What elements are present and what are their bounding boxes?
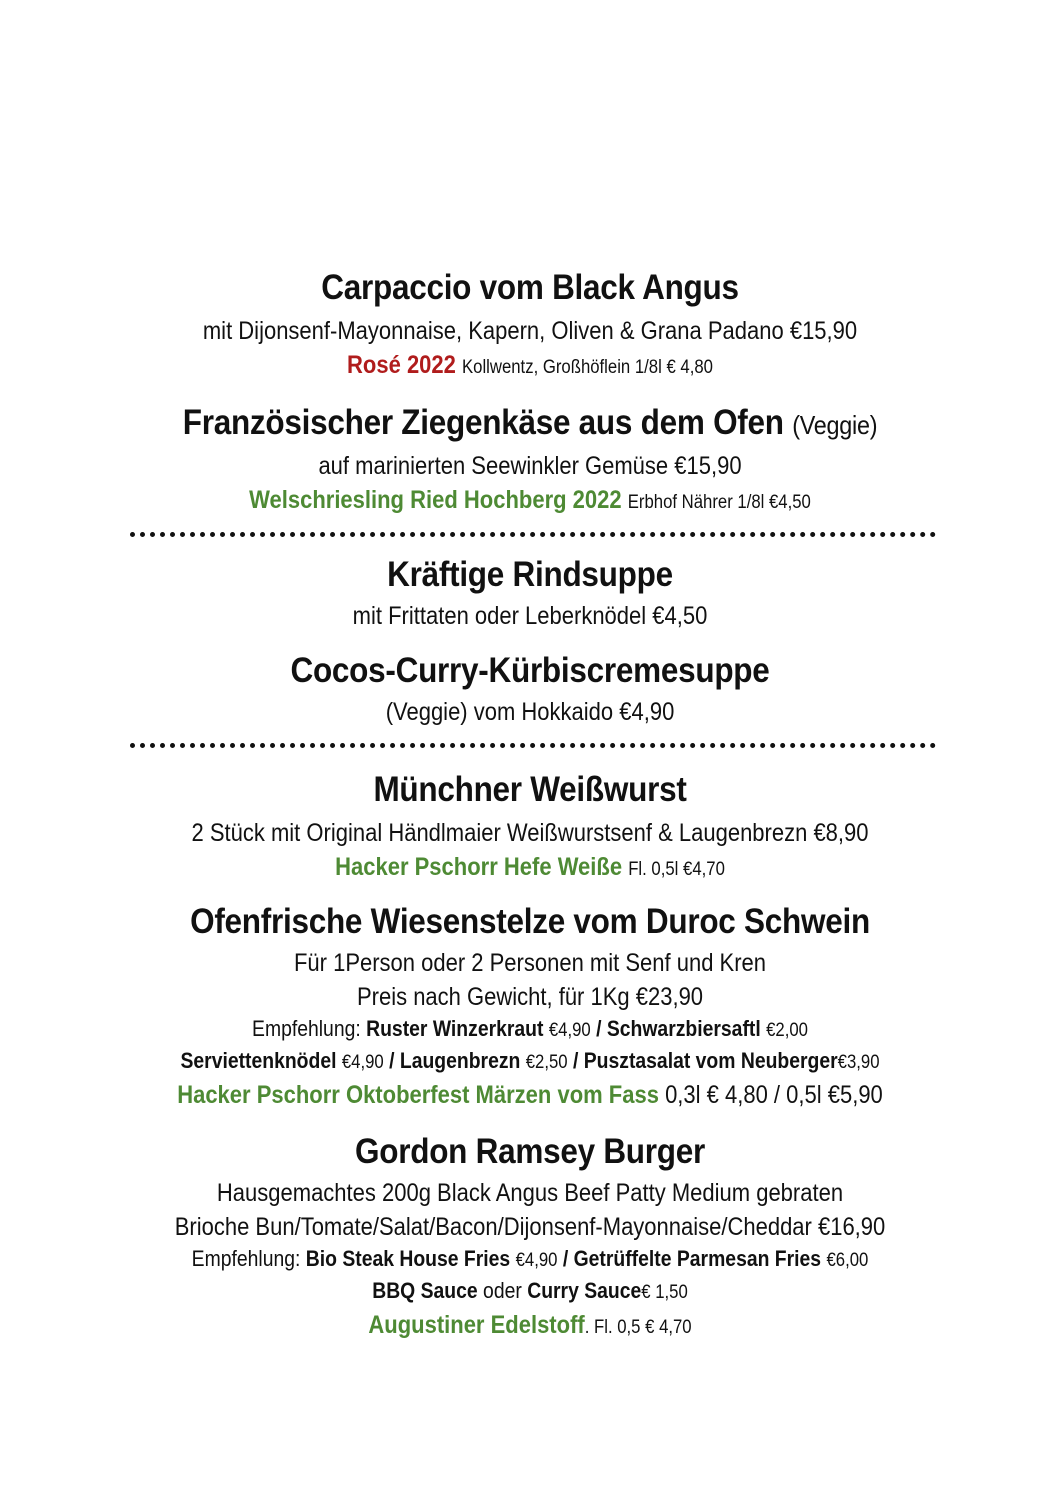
sauce-line (116, 1276, 943, 1308)
side-price: €4,90 (548, 1020, 591, 1041)
dish-description: mit Frittaten oder Leberknödel €4,50 (352, 602, 708, 630)
dish-ziegenkaese (60, 403, 1000, 520)
beer-pairing (116, 850, 943, 887)
separator: / (596, 1016, 602, 1041)
wine-detail: Erbhof Nährer 1/8l €4,50 (627, 492, 811, 513)
dotted-divider (130, 743, 936, 748)
side-name: Laugenbrezn (399, 1048, 521, 1073)
side-price: €2,50 (525, 1052, 568, 1073)
separator: / (562, 1246, 569, 1271)
dish-stelze (60, 902, 1000, 1112)
wine-name: Welschriesling Ried Hochberg 2022 (249, 486, 622, 514)
beer-detail: 0,3l € 4,80 / 0,5l €5,90 (665, 1081, 883, 1109)
side-price: €4,90 (515, 1250, 558, 1271)
dish-kuerbissuppe (60, 651, 1000, 729)
separator: / (572, 1048, 579, 1073)
dish-title: Cocos-Curry-Kürbiscremesuppe (290, 651, 770, 690)
wine-name: Rosé 2022 (347, 351, 456, 379)
recommendation-line-2 (116, 1046, 943, 1078)
dish-description: 2 Stück mit Original Händlmaier Weißwurstsenf & Laugenbrezn €8,90 (191, 819, 869, 847)
dish-description: mit Dijonsenf-Mayonnaise, Kapern, Oliven & Grana Padano €15,90 (202, 317, 858, 345)
dish-rindsuppe (60, 555, 1000, 633)
veggie-note: (Veggie) (792, 410, 878, 440)
beer-name: Augustiner Edelstoff (368, 1311, 585, 1339)
dish-description-1: Hausgemachtes 200g Black Angus Beef Patty Medium gebraten (216, 1179, 844, 1207)
beer-detail: Fl. 0,5l €4,70 (628, 859, 725, 880)
dish-weisswurst (60, 770, 1000, 887)
dish-title: Carpaccio vom Black Angus (321, 268, 739, 307)
separator: / (389, 1048, 395, 1073)
side-price: €3,90 (837, 1052, 880, 1073)
sauce-or: oder (483, 1278, 522, 1303)
beer-name: Hacker Pschorr Hefe Weiße (335, 853, 623, 881)
dish-title: Ofenfrische Wiesenstelze vom Duroc Schwein (190, 902, 870, 941)
dish-description: (Veggie) vom Hokkaido €4,90 (385, 698, 675, 726)
wine-pairing (116, 483, 943, 520)
beer-name: Hacker Pschorr Oktoberfest Märzen vom Fass (177, 1081, 659, 1109)
dish-title-text: Französischer Ziegenkäse aus dem Ofen (182, 403, 784, 442)
recommendation-prefix: Empfehlung: (191, 1246, 301, 1271)
side-name: Pusztasalat vom Neuberger (583, 1048, 838, 1073)
dish-carpaccio (60, 268, 1000, 385)
side-name: Serviettenknödel (180, 1048, 337, 1073)
dish-title: Gordon Ramsey Burger (355, 1132, 705, 1171)
dish-description-2: Brioche Bun/Tomate/Salat/Bacon/Dijonsenf-Mayonnaise/Cheddar €16,90 (174, 1213, 886, 1241)
dish-title (107, 403, 953, 445)
dish-description-1: Für 1Person oder 2 Personen mit Senf und Kren (293, 949, 767, 977)
beer-pairing (116, 1308, 943, 1345)
side-price: €2,00 (766, 1020, 808, 1041)
beer-detail: . Fl. 0,5 € 4,70 (584, 1317, 692, 1338)
dish-title: Münchner Weißwurst (373, 770, 687, 809)
side-price: €4,90 (341, 1052, 384, 1073)
wine-detail: Kollwentz, Großhöflein 1/8l € 4,80 (462, 357, 713, 378)
side-price: €6,00 (826, 1250, 869, 1271)
sauce-name: BBQ Sauce (372, 1278, 478, 1303)
side-name: Getrüffelte Parmesan Fries (573, 1246, 822, 1271)
dish-title: Kräftige Rindsuppe (387, 555, 673, 594)
side-name: Bio Steak House Fries (305, 1246, 511, 1271)
side-name: Schwarzbiersaftl (606, 1016, 761, 1041)
sauce-price: € 1,50 (641, 1282, 688, 1303)
wine-pairing (116, 348, 943, 385)
recommendation-prefix: Empfehlung: (252, 1016, 361, 1041)
recommendation-line-1 (116, 1244, 943, 1276)
side-name: Ruster Winzerkraut (366, 1016, 544, 1041)
sauce-name: Curry Sauce (527, 1278, 642, 1303)
dish-description-2: Preis nach Gewicht, für 1Kg €23,90 (356, 983, 704, 1011)
recommendation-line-1 (116, 1014, 943, 1046)
beer-pairing (116, 1078, 943, 1112)
dish-description: auf marinierten Seewinkler Gemüse €15,90 (318, 452, 742, 480)
dish-burger (60, 1132, 1000, 1345)
dotted-divider (130, 532, 936, 537)
